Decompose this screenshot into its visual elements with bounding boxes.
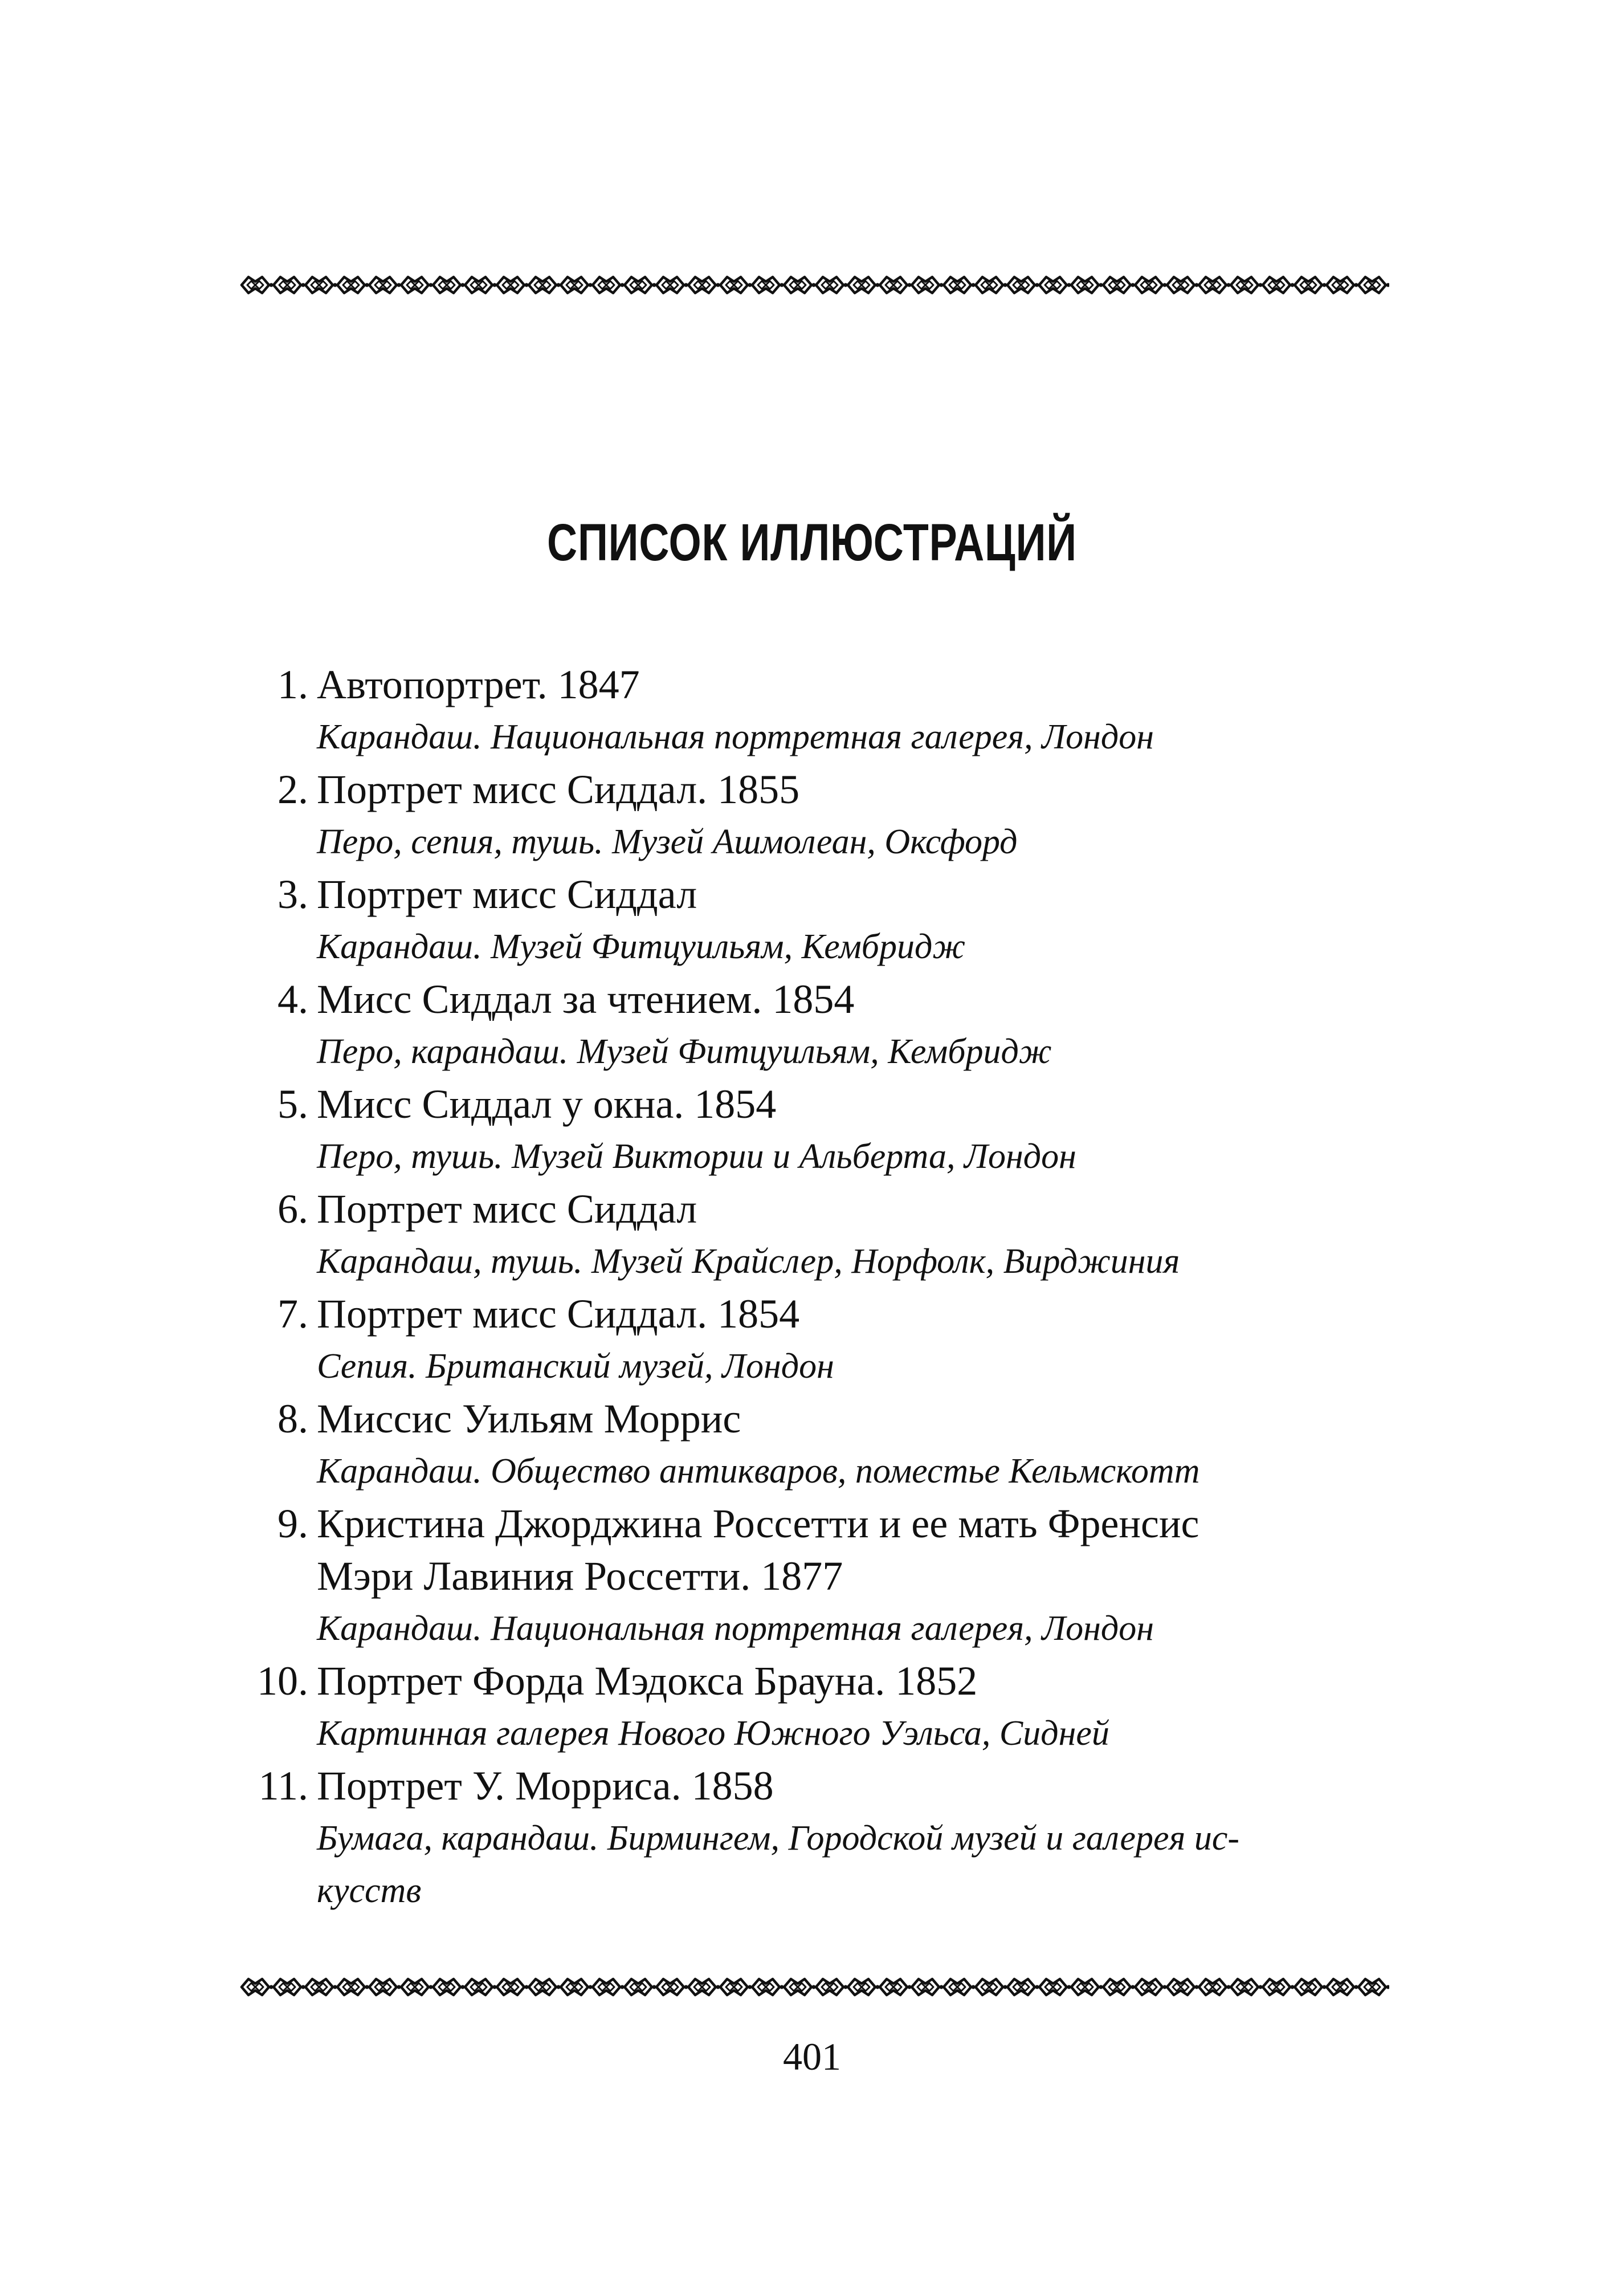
item-title: Миссис Уильям Моррис (317, 1396, 741, 1442)
ornament-link (593, 277, 625, 293)
ornament-link (1199, 1979, 1231, 1995)
list-item-4 (278, 973, 1388, 1078)
ornament-link (1071, 277, 1103, 293)
ornament-link (529, 277, 561, 293)
ornament-link (784, 1979, 816, 1995)
ornament-link (1295, 1979, 1327, 1995)
bottom-ornament-border (238, 1976, 1389, 1998)
item-number: 9. (278, 1501, 308, 1546)
ornament-link (305, 277, 337, 293)
ornament-link (305, 1979, 337, 1995)
ornament-link (1231, 277, 1263, 293)
item-title: Портрет мисс Сиддал. 1855 (317, 767, 800, 812)
ornament-link (1135, 277, 1167, 293)
ornament-link (880, 277, 912, 293)
ornament-link (816, 277, 848, 293)
ornament-link (433, 277, 465, 293)
item-number: 11. (258, 1763, 308, 1809)
ornament-link (1199, 277, 1231, 293)
ornament-link (720, 277, 752, 293)
item-medium: Карандаш. Национальная портретная галерея, Лондон (317, 718, 1154, 756)
ornament-link (784, 277, 816, 293)
ornament-link (497, 1979, 529, 1995)
ornament-link (433, 1979, 465, 1995)
item-medium: Карандаш. Музей Фитцуильям, Кембридж (317, 927, 966, 966)
ornament-link (976, 277, 1007, 293)
item-title-line-1: Кристина Джорджина Россетти и ее мать Френсис (317, 1501, 1199, 1546)
ornament-link (274, 1979, 305, 1995)
ornament-link (465, 1979, 497, 1995)
item-title: Портрет мисс Сиддал. 1854 (317, 1291, 800, 1337)
item-title: Портрет мисс Сиддал (317, 1186, 697, 1232)
item-medium: Карандаш. Общество антикваров, поместье Кельмскотт (317, 1452, 1200, 1491)
ornament-link (401, 1979, 433, 1995)
ornament-link (1295, 277, 1327, 293)
ornament-link (912, 1979, 944, 1995)
ornament-link (976, 1979, 1007, 1995)
ornament-link (1103, 277, 1135, 293)
top-ornament-border (238, 274, 1389, 296)
ornament-link (1071, 1979, 1103, 1995)
ornament-link (625, 277, 656, 293)
item-medium-line-1: Бумага, карандаш. Бирмингем, Городской музей и галерея ис- (317, 1819, 1239, 1858)
ornament-link (1039, 277, 1071, 293)
item-title: Автопортрет. 1847 (317, 662, 640, 707)
item-number: 7. (278, 1291, 308, 1337)
list-item-6 (278, 1183, 1388, 1288)
ornament-link (497, 277, 529, 293)
ornament-link (656, 277, 688, 293)
ornament-link (720, 1979, 752, 1995)
item-title: Мисс Сиддал у окна. 1854 (317, 1081, 777, 1127)
item-medium: Перо, тушь. Музей Виктории и Альберта, Лондон (317, 1137, 1076, 1176)
list-item-5 (278, 1078, 1388, 1183)
ornament-link (848, 277, 880, 293)
list-item-7 (278, 1288, 1388, 1393)
ornament-link (944, 1979, 976, 1995)
ornament-link (529, 1979, 561, 1995)
list-item-2 (278, 763, 1388, 868)
ornament-link (1135, 1979, 1167, 1995)
item-medium: Карандаш. Национальная портретная галерея, Лондон (317, 1609, 1154, 1648)
ornament-link (880, 1979, 912, 1995)
ornament-link (848, 1979, 880, 1995)
ornament-link (912, 277, 944, 293)
list-item-1 (278, 658, 1388, 763)
list-item-9 (278, 1497, 1388, 1655)
illustration-list (0, 658, 1624, 1917)
list-item-11 (258, 1760, 1388, 1917)
item-medium: Сепия. Британский музей, Лондон (317, 1347, 834, 1386)
item-number: 5. (278, 1081, 308, 1127)
ornament-link (1327, 277, 1358, 293)
ornament-link (1263, 277, 1295, 293)
ornament-link (1231, 1979, 1263, 1995)
ornament-link (369, 277, 401, 293)
item-title: Портрет Форда Мэдокса Брауна. 1852 (317, 1658, 978, 1704)
page-number: 401 (783, 2035, 841, 2078)
ornament-link (752, 277, 784, 293)
item-number: 2. (278, 767, 308, 812)
item-medium: Перо, карандаш. Музей Фитцуильям, Кембридж (317, 1032, 1052, 1071)
item-medium-line-2: кусств (317, 1871, 422, 1910)
ornament-link (242, 1979, 274, 1995)
ornament-link (1358, 1979, 1389, 1995)
ornament-link (1327, 1979, 1358, 1995)
list-item-10 (257, 1655, 1388, 1760)
ornament-link (465, 277, 497, 293)
ornament-link (1167, 277, 1199, 293)
item-title-line-2: Мэри Лавиния Россетти. 1877 (317, 1553, 843, 1599)
ornament-link (944, 277, 976, 293)
ornament-link (401, 277, 433, 293)
ornament-link (1358, 277, 1389, 293)
item-title: Портрет мисс Сиддал (317, 872, 697, 917)
item-medium: Карандаш, тушь. Музей Крайслер, Норфолк, Вирджиния (317, 1242, 1180, 1281)
item-number: 8. (278, 1396, 308, 1442)
ornament-link (1263, 1979, 1295, 1995)
item-number: 10. (257, 1658, 308, 1704)
ornament-link (593, 1979, 625, 1995)
item-title: Мисс Сиддал за чтением. 1854 (317, 976, 855, 1022)
ornament-link (369, 1979, 401, 1995)
item-number: 4. (278, 976, 308, 1022)
ornament-link (561, 277, 593, 293)
item-medium: Перо, сепия, тушь. Музей Ашмолеан, Оксфорд (317, 823, 1018, 861)
ornament-link (752, 1979, 784, 1995)
ornament-link (561, 1979, 593, 1995)
ornament-link (816, 1979, 848, 1995)
ornament-link (1007, 277, 1039, 293)
list-item-8 (278, 1393, 1388, 1497)
ornament-link (625, 1979, 656, 1995)
ornament-link (1103, 1979, 1135, 1995)
ornament-link (242, 277, 274, 293)
ornament-link (1039, 1979, 1071, 1995)
ornament-link (1007, 1979, 1039, 1995)
ornament-link (656, 1979, 688, 1995)
list-item-3 (278, 868, 1388, 973)
ornament-link (337, 277, 369, 293)
ornament-link (688, 1979, 720, 1995)
ornament-link (688, 277, 720, 293)
ornament-link (1167, 1979, 1199, 1995)
item-number: 6. (278, 1186, 308, 1232)
ornament-link (274, 277, 305, 293)
page-title: СПИСОК ИЛЛЮСТРАЦИЙ (546, 513, 1078, 572)
item-number: 1. (278, 662, 308, 707)
item-medium: Картинная галерея Нового Южного Уэльса, Сидней (317, 1714, 1109, 1753)
ornament-link (337, 1979, 369, 1995)
item-title: Портрет У. Морриса. 1858 (317, 1763, 774, 1809)
item-number: 3. (278, 872, 308, 917)
